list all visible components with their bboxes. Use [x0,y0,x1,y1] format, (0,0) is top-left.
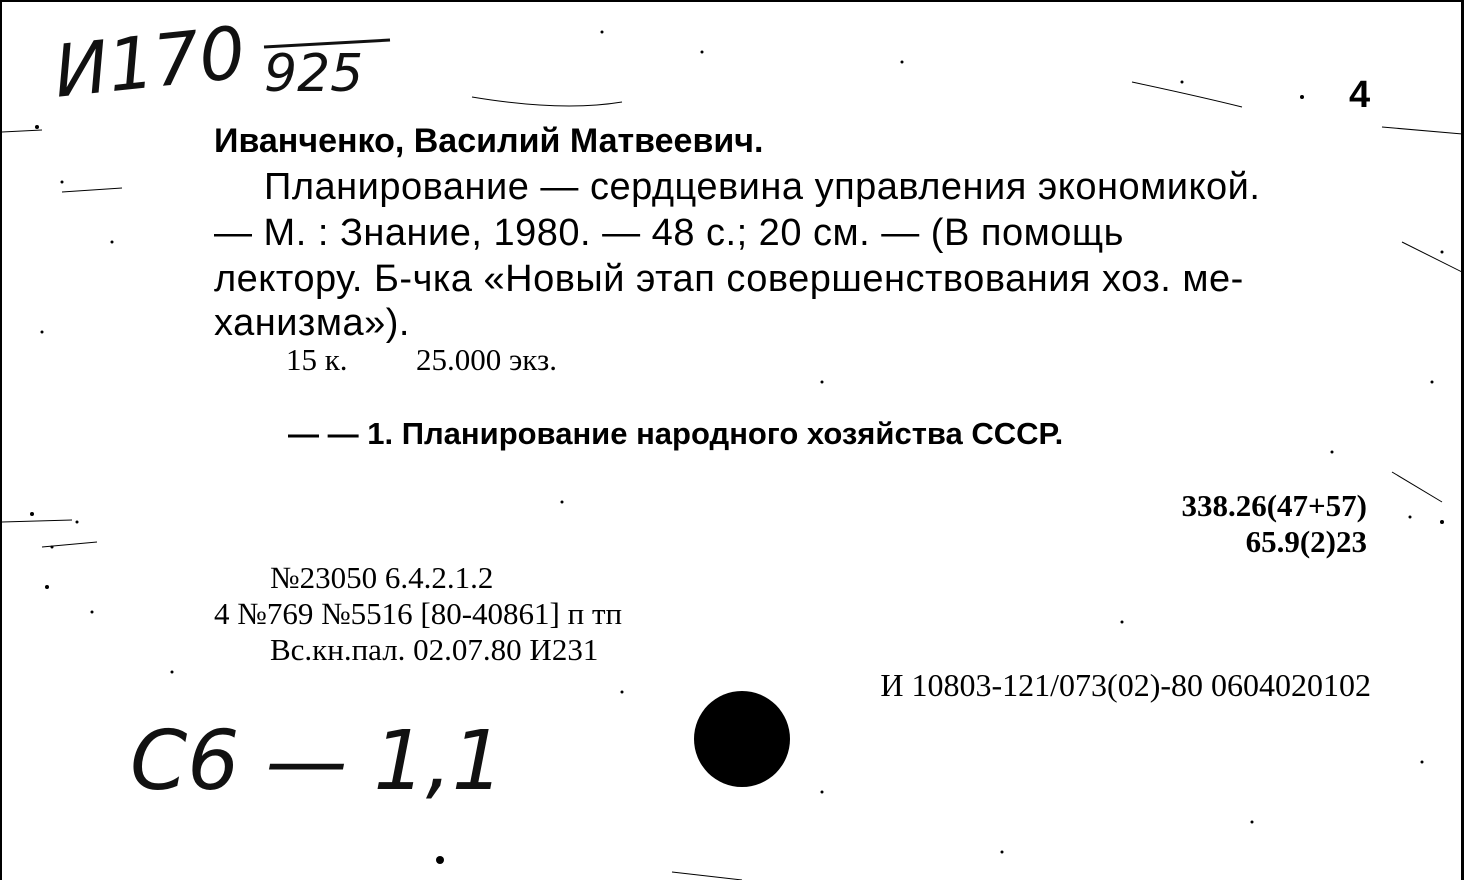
description-line-3: лектору. Б-чка «Новый этап совершенствования хоз. ме- [214,258,1244,300]
registry-line-2: 4 №769 №5516 [80-40861] п тп [214,596,623,631]
registry-line-3: Вс.кн.пал. 02.07.80 И231 [270,632,599,667]
author-heading: Иванченко, Василий Матвеевич. [214,122,764,160]
description-line-1: Планирование — сердцевина управления экономикой. [264,166,1261,208]
description-line-4: ханизма»). [214,302,410,344]
handwritten-call-number: С6 — 1,1 [130,714,504,809]
index-code: И 10803-121/073(02)-80 0604020102 [880,667,1371,703]
price: 15 к. [286,342,348,377]
description-line-2: — М. : Знание, 1980. — 48 с.; 20 см. — (В помощь [214,212,1124,254]
classification-bbk: 65.9(2)23 [1245,524,1367,559]
card-number: 4 [1349,74,1371,116]
print-run: 25.000 экз. [416,342,557,377]
handwritten-shelfmark-suffix: 925 [264,44,364,104]
classification-udc: 338.26(47+57) [1181,488,1367,523]
handwritten-shelfmark: И170 [50,10,250,114]
subject-heading: — — 1. Планирование народного хозяйства СССР. [288,416,1064,451]
registry-line-1: №23050 6.4.2.1.2 [270,560,494,595]
ink-blot [694,691,790,787]
